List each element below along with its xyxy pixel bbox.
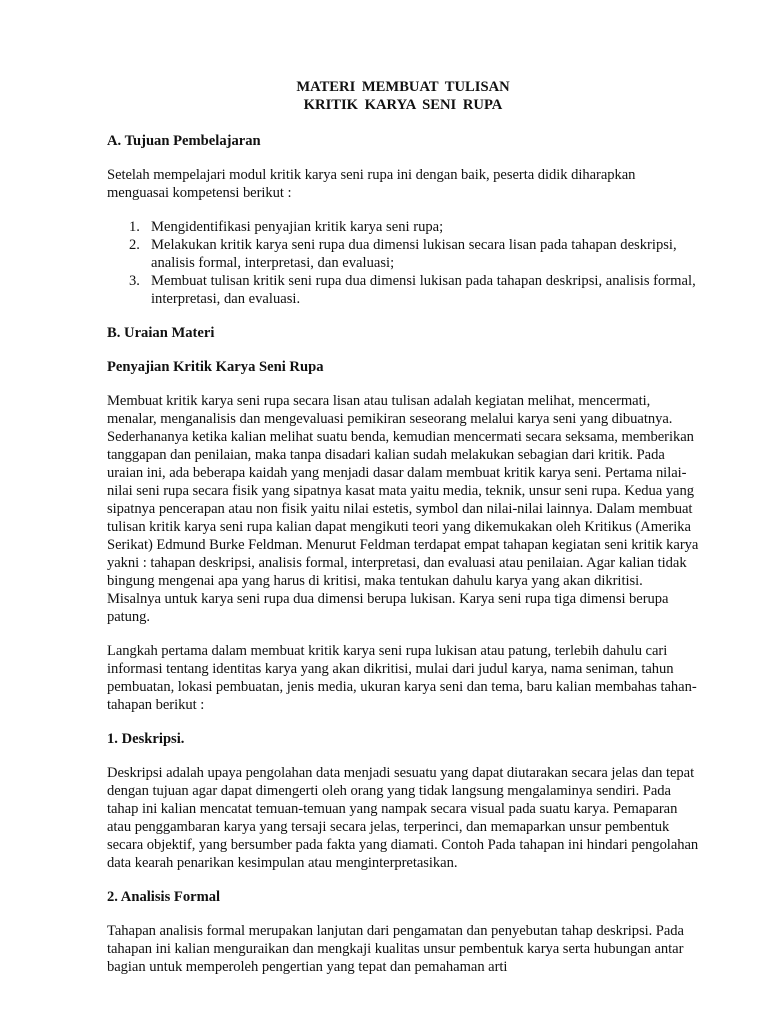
section-b-subheading: Penyajian Kritik Karya Seni Rupa xyxy=(107,359,324,375)
section-b-heading: B. Uraian Materi xyxy=(107,325,215,341)
title-line-2: KRITIK KARYA SENI RUPA xyxy=(303,97,503,113)
objective-item xyxy=(107,218,699,236)
objectives-list xyxy=(107,218,699,308)
document-title xyxy=(107,78,699,114)
objective-number: 3. xyxy=(129,273,140,289)
deskripsi-paragraph: Deskripsi adalah upaya pengolahan data menjadi sesuatu yang dapat diutarakan secara jelas dan tepat dengan tujuan agar dapat dimengerti oleh orang yang tidak langsung mengalaminya sendiri. Pada tahap ini kalian mencatat temuan-temuan yang nampak secara visual pada suatu karya. Pemaparan atau penggambaran karya yang tersaji secara jelas, terperinci, dan memaparkan unsur pembentuk secara objektif, yang bersumber pada fakta yang diamati. Contoh Pada tahapan ini hindari pengolahan data kearah penarikan kesimpulan atau menginterpretasikan. xyxy=(107,765,699,871)
section-a-heading: A. Tujuan Pembelajaran xyxy=(107,133,261,149)
analisis-heading: 2. Analisis Formal xyxy=(107,889,221,905)
objective-item xyxy=(107,236,699,272)
objective-text: Melakukan kritik karya seni rupa dua dimensi lukisan secara lisan pada tahapan deskripsi, analisis formal, interpretasi, dan evaluasi; xyxy=(151,237,677,271)
analisis-paragraph: Tahapan analisis formal merupakan lanjutan dari pengamatan dan penyebutan tahap deskripsi. Pada tahapan ini kalian menguraikan dan mengkaji kualitas unsur pembentuk karya serta hubungan antar bagian untuk memperoleh pengertian yang tepat dan pemahaman arti xyxy=(107,923,684,975)
objective-text: Membuat tulisan kritik seni rupa dua dimensi lukisan pada tahapan deskripsi, analisis formal, interpretasi, dan evaluasi. xyxy=(151,273,696,307)
section-b-paragraph-1: Membuat kritik karya seni rupa secara lisan atau tulisan adalah kegiatan melihat, mencermati, menalar, menganalisis dan mengevaluasi pemikiran seseorang melalui karya seni yang dibuatnya. Sederhananya ketika kalian melihat suatu benda, kemudian mencermati secara seksama, memberikan tanggapan dan penilaian, maka tanpa disadari kalian sudah melakukan sebagian dari kritik. Pada uraian ini, ada beberapa kaidah yang menjadi dasar dalam membuat kritik karya seni. Pertama nilai-nilai seni rupa secara fisik yang sipatnya kasat mata yaitu media, teknik, unsur seni rupa. Kedua yang sipatnya pencerapan atau non fisik yaitu nilai estetis, symbol dan nilai-nilai lainnya. Dalam membuat tulisan kritik karya seni rupa kalian dapat mengikuti teori yang dikemukakan oleh Kritikus (Amerika Serikat) Edmund Burke Feldman. Menurut Feldman terdapat empat tahapan kegiatan seni kritik karya yakni : tahapan deskripsi, analisis formal, interpretasi, dan evaluasi atau penilaian. Agar kalian tidak bingung mengenai apa yang harus di kritisi, maka tentukan dahulu karya yang akan dikritisi. Misalnya untuk karya seni rupa dua dimensi berupa lukisan. Karya seni rupa tiga dimensi berupa patung. xyxy=(107,393,699,625)
objective-text: Mengidentifikasi penyajian kritik karya seni rupa; xyxy=(151,219,444,235)
objective-item xyxy=(107,272,699,308)
section-a-intro: Setelah mempelajari modul kritik karya seni rupa ini dengan baik, peserta didik diharapkan menguasai kompetensi berikut : xyxy=(107,167,636,201)
objective-number: 1. xyxy=(129,219,140,235)
deskripsi-heading: 1. Deskripsi. xyxy=(107,731,185,747)
title-line-1: MATERI MEMBUAT TULISAN xyxy=(296,79,510,95)
section-b-paragraph-2: Langkah pertama dalam membuat kritik karya seni rupa lukisan atau patung, terlebih dahulu cari informasi tentang identitas karya yang akan dikritisi, mulai dari judul karya, nama seniman, tahun pembuatan, lokasi pembuatan, jenis media, ukuran karya seni dan tema, baru kalian membahas tahan-tahapan berikut : xyxy=(107,643,697,713)
objective-number: 2. xyxy=(129,237,140,253)
document-page xyxy=(107,78,699,976)
